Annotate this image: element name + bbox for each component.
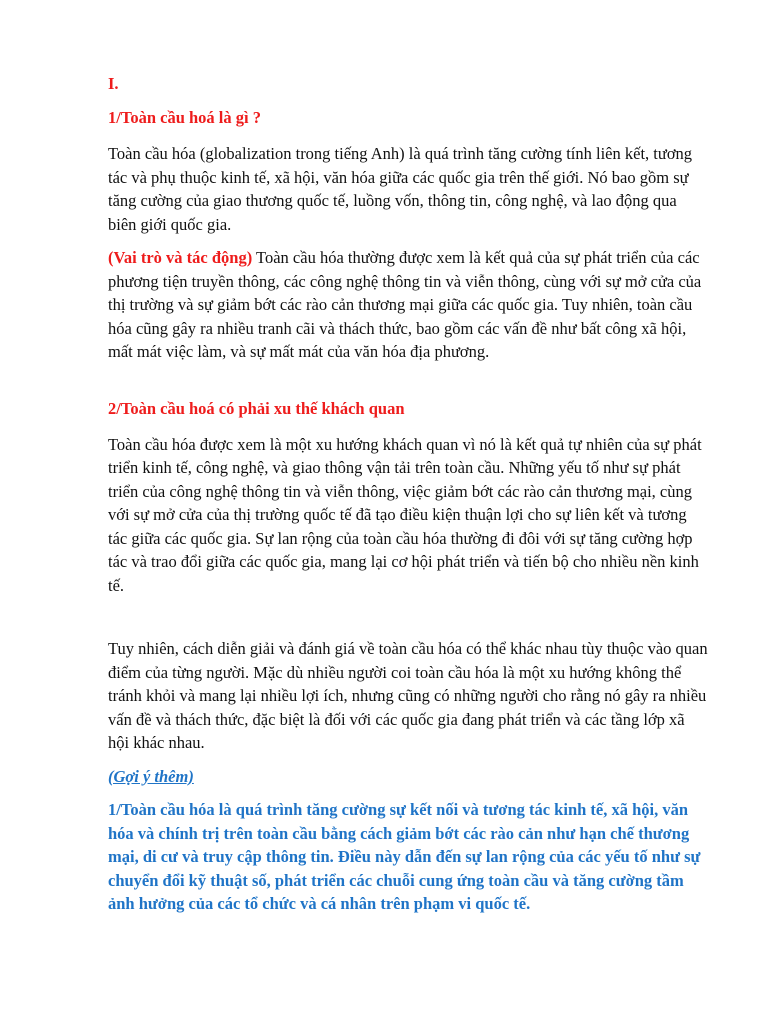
- paragraph-objective-trend: Toàn cầu hóa được xem là một xu hướng khách quan vì nó là kết quả tự nhiên của sự phát triển kinh tế, công nghệ, và giao thông vận tải trên toàn cầu. Những yếu tố như sự phát triển của công nghệ thông tin và viễn thông, việc giảm bớt các rào cản thương mại, cùng với sự mở cửa của thị trường quốc tế đã tạo điều kiện thuận lợi cho sự liên kết và tương tác giữa các quốc gia. Sự lan rộng của toàn cầu hóa thường đi đôi với sự tăng cường hợp tác và trao đổi giữa các quốc gia, mang lại cơ hội phát triển và tiến bộ cho nhiều nền kinh tế.: [108, 434, 702, 595]
- document-page: [108, 68, 708, 916]
- paragraph-suggestion: 1/Toàn cầu hóa là quá trình tăng cường sự kết nối và tương tác kinh tế, xã hội, văn hóa và chính trị trên toàn cầu bằng cách giảm bớt các rào cản như hạn chế thương mại, di cư và truy cập thông tin. Điều này dẫn đến sự lan rộng của các yếu tố như sự chuyển đổi kỹ thuật số, phát triển các chuỗi cung ứng toàn cầu và tăng cường tầm ảnh hưởng của các tổ chức và cá nhân trên phạm vi quốc tế.: [108, 800, 701, 913]
- paren-close: ): [246, 248, 253, 267]
- heading-objective-trend: 2/Toàn cầu hoá có phải xu thế khách quan: [108, 398, 405, 418]
- role-impact-label: Vai trò và tác động: [113, 248, 247, 267]
- suggestion-label: [108, 765, 708, 789]
- role-impact-text: Toàn cầu hóa thường được xem là kết quả của sự phát triển của các phương tiện truyền thông, các công nghệ thông tin và viễn thông, cùng với sự mở cửa của thị trường và sự giảm bớt các rào cản thương mại giữa các quốc gia. Tuy nhiên, toàn cầu hóa cũng gây ra nhiều tranh cãi và thách thức, bao gồm các vấn đề như bất công xã hội, mất mát việc làm, và sự mất mát của văn hóa địa phương.: [108, 248, 702, 361]
- paragraph-definition: Toàn cầu hóa (globalization trong tiếng Anh) là quá trình tăng cường tính liên kết, tương tác và phụ thuộc kinh tế, xã hội, văn hóa giữa các quốc gia trên thế giới. Nó bao gồm sự tăng cường của giao thương quốc tế, luồng vốn, thông tin, công nghệ, và lao động qua biên giới quốc gia.: [108, 144, 693, 234]
- paragraph-role-impact: [108, 246, 708, 364]
- paren-open: (: [108, 248, 114, 267]
- section-number: I.: [108, 74, 119, 93]
- suggestion-label-text: (Gợi ý thêm): [108, 766, 194, 786]
- paragraph-perspectives: Tuy nhiên, cách diễn giải và đánh giá về toàn cầu hóa có thể khác nhau tùy thuộc vào quan điểm của từng người. Mặc dù nhiều người coi toàn cầu hóa là một xu hướng không thể tránh khỏi và mang lại nhiều lợi ích, nhưng cũng có những người cho rằng nó gây ra nhiều vấn đề và thách thức, đặc biệt là đối với các quốc gia đang phát triển và các tầng lớp xã hội khác nhau.: [108, 639, 708, 752]
- heading-what-is-globalization: 1/Toàn cầu hoá là gì ?: [108, 108, 261, 127]
